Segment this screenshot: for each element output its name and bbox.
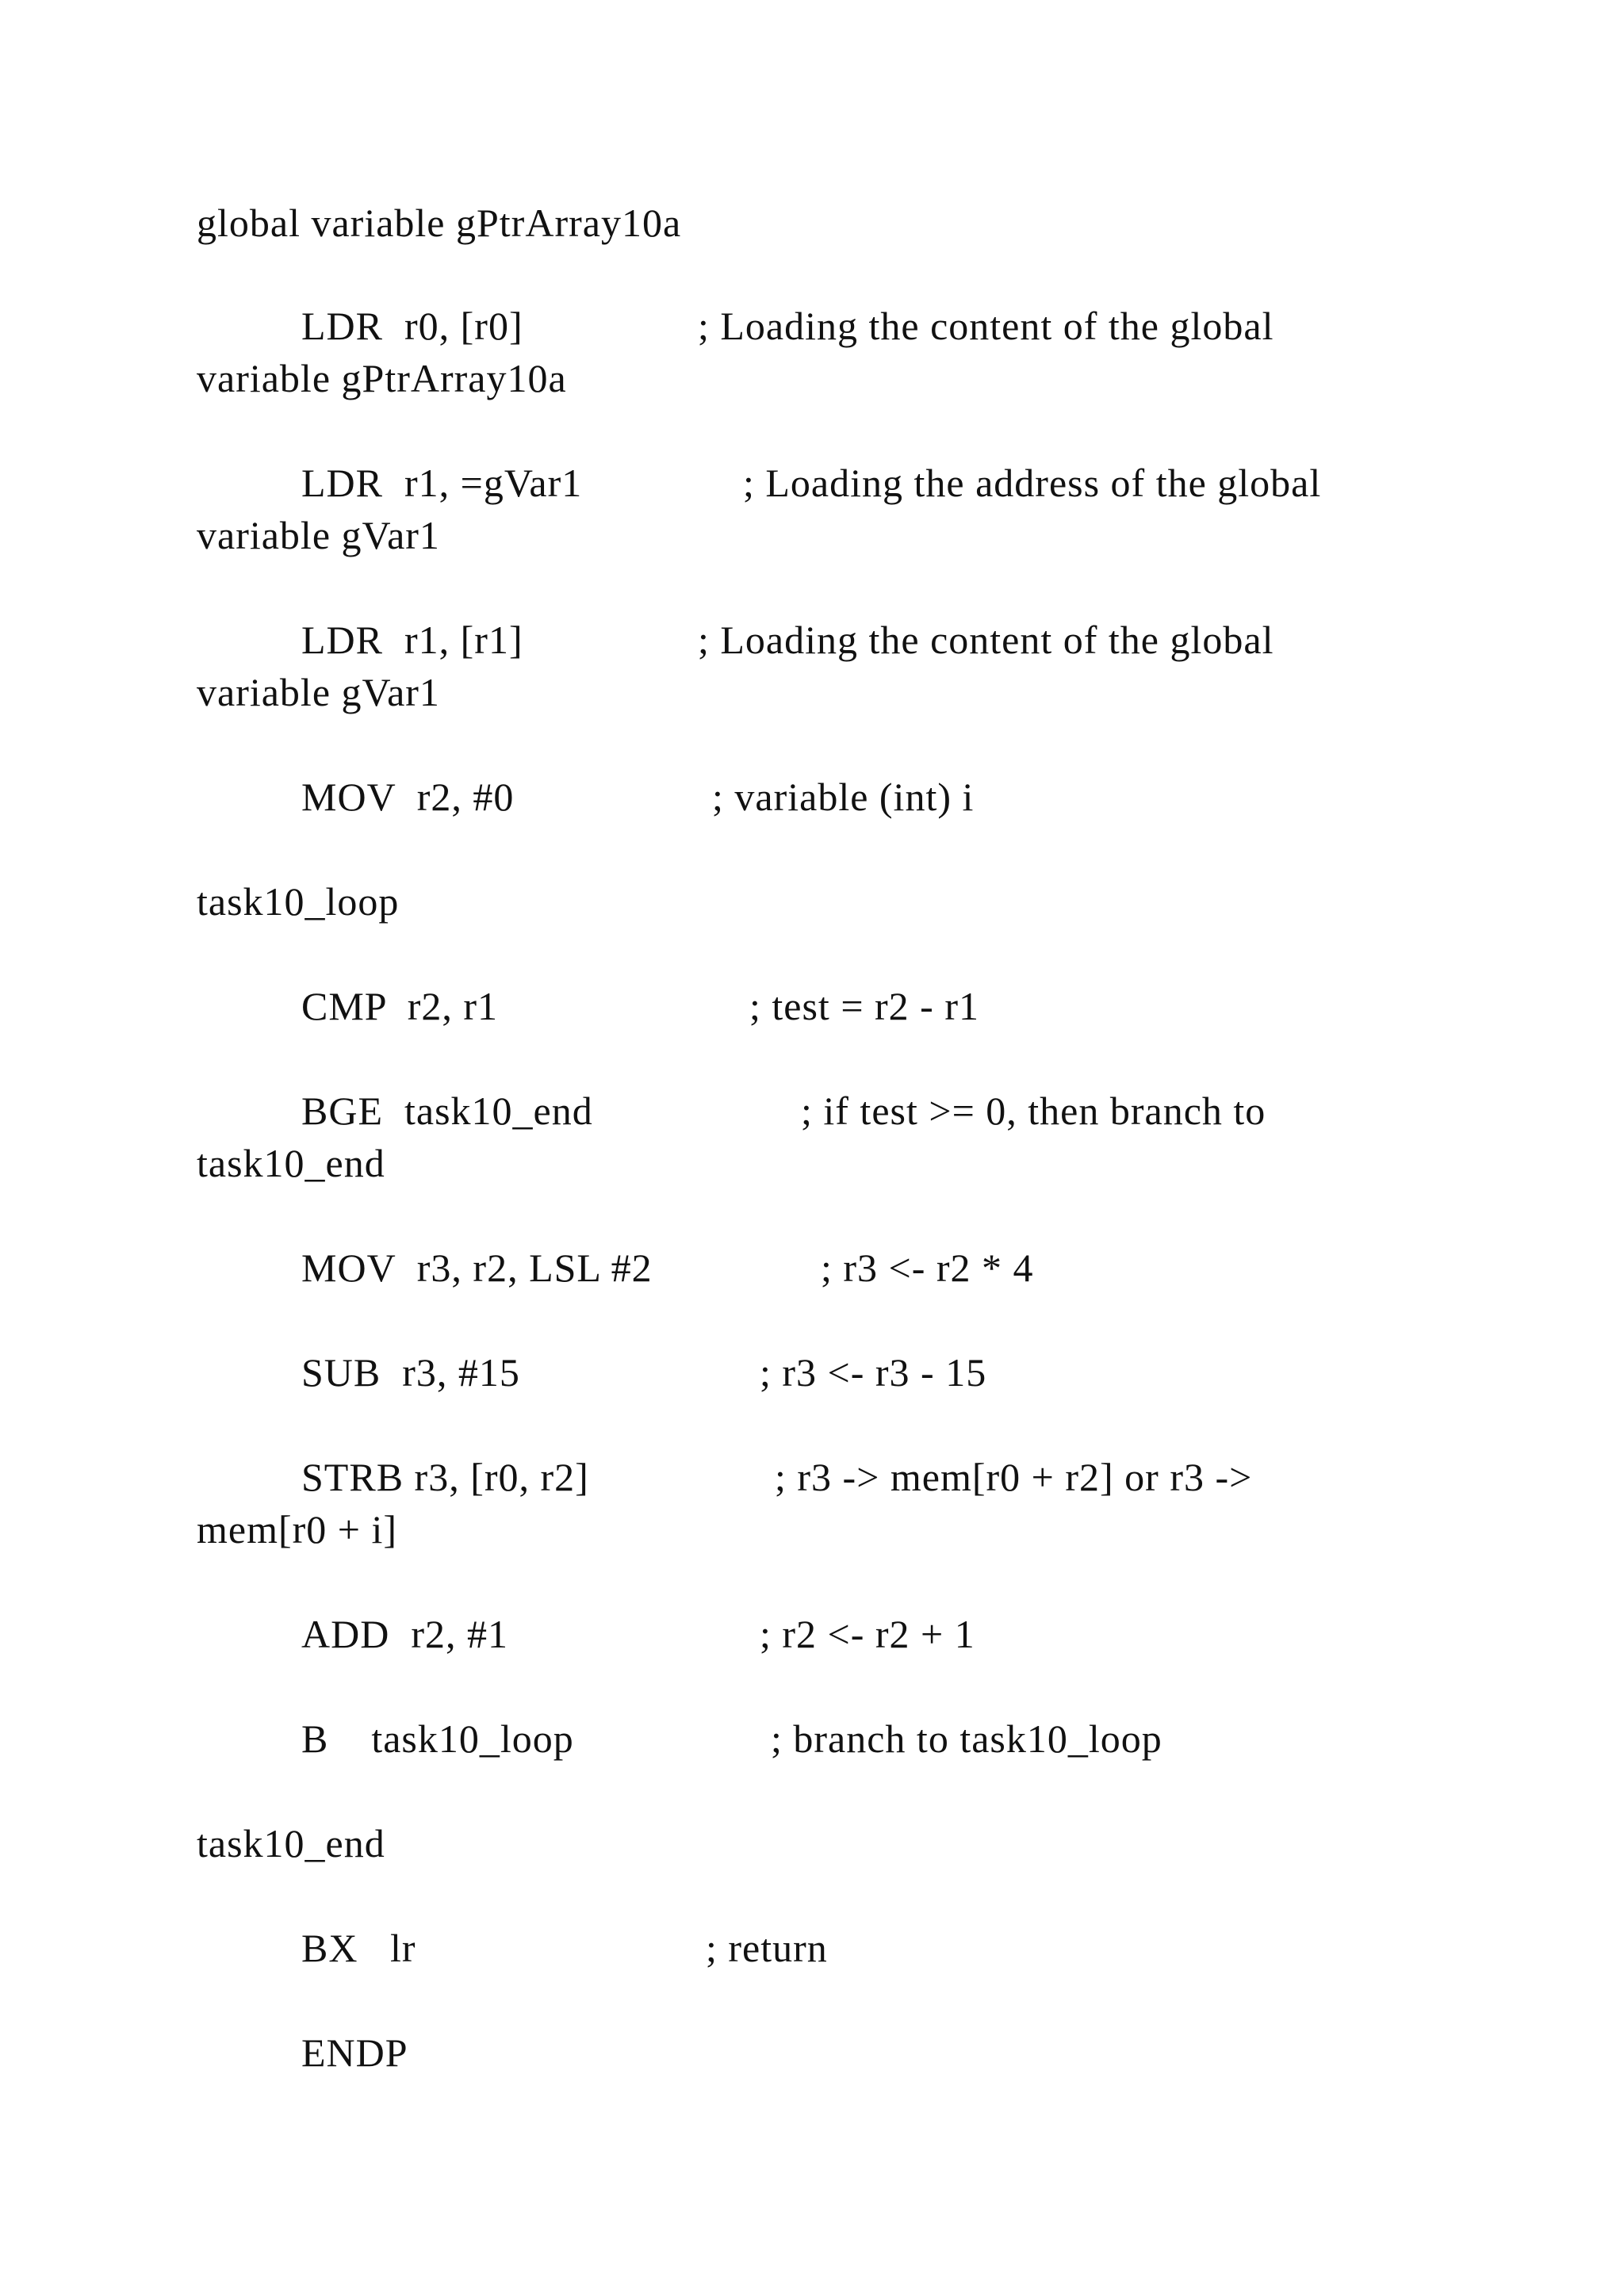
line-code: mem[r0 + i] bbox=[197, 1507, 398, 1552]
label-line bbox=[197, 1817, 385, 1869]
line-comment: ; if test >= 0, then branch to bbox=[801, 1089, 1266, 1133]
code-comment bbox=[698, 614, 1274, 666]
line-code: LDR r1, [r1] bbox=[301, 618, 523, 662]
code-line bbox=[301, 1712, 574, 1765]
text-line bbox=[197, 197, 681, 249]
line-code: ENDP bbox=[301, 2030, 408, 2075]
code-comment bbox=[760, 1346, 986, 1399]
code-line bbox=[301, 771, 514, 823]
line-code: variable gVar1 bbox=[197, 513, 440, 557]
text-line bbox=[197, 1503, 397, 1556]
line-code: LDR r0, [r0] bbox=[301, 304, 523, 348]
line-comment: ; r2 <- r2 + 1 bbox=[760, 1612, 975, 1656]
code-line bbox=[301, 300, 523, 352]
line-code: task10_end bbox=[197, 1141, 385, 1185]
line-comment: ; r3 <- r2 * 4 bbox=[821, 1246, 1034, 1290]
code-line bbox=[301, 1242, 653, 1294]
line-code: task10_loop bbox=[197, 879, 400, 924]
text-line bbox=[197, 1137, 385, 1189]
code-line bbox=[301, 1922, 416, 1974]
code-comment bbox=[801, 1085, 1266, 1137]
line-comment: ; Loading the content of the global bbox=[698, 618, 1274, 662]
text-line bbox=[197, 352, 567, 404]
code-line bbox=[301, 614, 523, 666]
code-line bbox=[301, 1346, 520, 1399]
line-comment: ; variable (int) i bbox=[712, 775, 975, 819]
line-code: B task10_loop bbox=[301, 1716, 574, 1761]
line-code: variable gPtrArray10a bbox=[197, 356, 567, 400]
line-code: ADD r2, #1 bbox=[301, 1612, 508, 1656]
code-line bbox=[301, 980, 498, 1032]
code-comment bbox=[706, 1922, 828, 1974]
line-comment: ; Loading the address of the global bbox=[743, 461, 1322, 505]
line-comment: ; Loading the content of the global bbox=[698, 304, 1274, 348]
code-comment bbox=[712, 771, 974, 823]
line-code: LDR r1, =gVar1 bbox=[301, 461, 583, 505]
code-comment bbox=[760, 1608, 975, 1660]
line-code: BX lr bbox=[301, 1926, 416, 1970]
code-line bbox=[301, 2026, 408, 2079]
code-line bbox=[301, 1085, 593, 1137]
line-code: task10_end bbox=[197, 1821, 385, 1866]
line-comment: ; branch to task10_loop bbox=[771, 1716, 1162, 1761]
line-comment: ; r3 -> mem[r0 + r2] or r3 -> bbox=[775, 1455, 1253, 1499]
line-code: STRB r3, [r0, r2] bbox=[301, 1455, 589, 1499]
code-comment bbox=[743, 457, 1321, 509]
line-code: MOV r2, #0 bbox=[301, 775, 515, 819]
code-line bbox=[301, 1451, 589, 1503]
line-code: variable gVar1 bbox=[197, 670, 440, 714]
code-line bbox=[301, 1608, 508, 1660]
line-code: BGE task10_end bbox=[301, 1089, 593, 1133]
code-comment bbox=[749, 980, 979, 1032]
line-code: SUB r3, #15 bbox=[301, 1350, 520, 1395]
line-code: global variable gPtrArray10a bbox=[197, 201, 682, 245]
code-comment bbox=[775, 1451, 1252, 1503]
text-line bbox=[197, 509, 440, 561]
code-comment bbox=[771, 1712, 1162, 1765]
code-comment bbox=[698, 300, 1274, 352]
code-comment bbox=[821, 1242, 1034, 1294]
line-comment: ; r3 <- r3 - 15 bbox=[760, 1350, 987, 1395]
line-code: CMP r2, r1 bbox=[301, 984, 499, 1028]
line-code: MOV r3, r2, LSL #2 bbox=[301, 1246, 653, 1290]
code-line bbox=[301, 457, 582, 509]
line-comment: ; test = r2 - r1 bbox=[749, 984, 979, 1028]
line-comment: ; return bbox=[706, 1926, 828, 1970]
label-line bbox=[197, 875, 399, 928]
text-line bbox=[197, 666, 440, 718]
